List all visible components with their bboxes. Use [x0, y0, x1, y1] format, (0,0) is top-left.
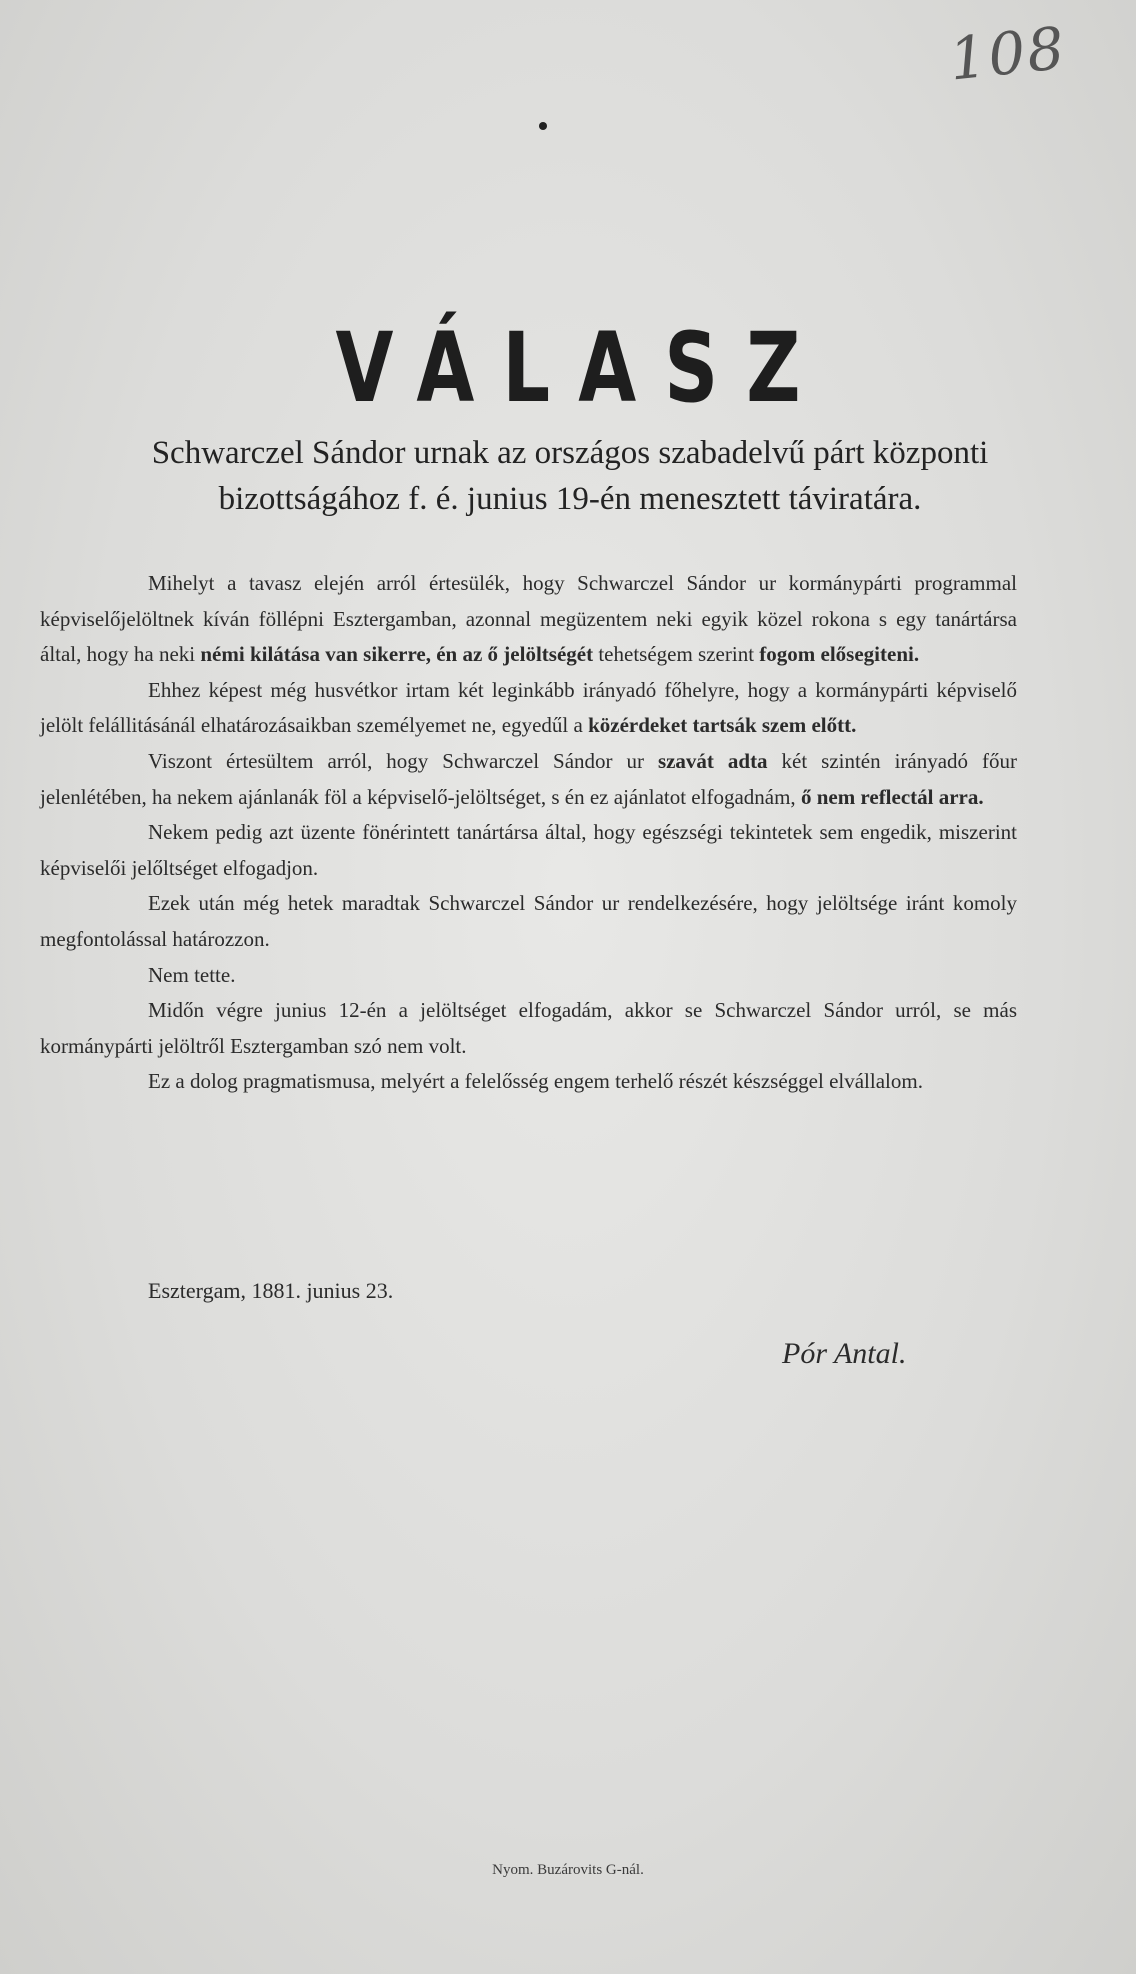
document-subtitle [20, 430, 1120, 522]
paragraph-8: Ez a dolog pragmatismusa, melyért a felelősség engem terhelő részét készséggel elvállalom. [148, 1069, 923, 1094]
printer-imprint: Nyom. Buzárovits G-nál. [492, 1862, 644, 1878]
paragraph-1-text-a: Mihelyt a tavasz elején arról értesülék, hogy Schwarczel Sándor ur kormánypárti programmal képviselőjelöltnek kíván föllépni Esztergamban, azonnal megüzentem neki egyik közel rokona s egy tanártársa által, hogy ha neki [40, 571, 1017, 667]
archive-number: 108 [946, 13, 1070, 94]
document-title: VÁLASZ [335, 312, 829, 424]
paragraph-5: Ezek után még hetek maradtak Schwarczel Sándor ur rendelkezésére, hogy jelöltsége iránt komoly megfontolással határozzon. [40, 891, 1017, 951]
paragraph-2-emphasis: közérdeket tartsák szem előtt. [588, 713, 857, 738]
paragraph-3-text-b: két szintén irányadó főur jelenlétében, ha nekem ajánlanák föl a képviselő-jelöltséget, s én ez ajánlatot elfogadnám, [40, 748, 1018, 809]
subtitle-line-2: bizottságához f. é. junius 19-én menesztett táviratára. [218, 481, 922, 517]
paragraph-4: Nekem pedig azt üzente fönérintett tanártársa által, hogy egészségi tekintetek sem engedik, miszerint képviselői jelőltséget elfogadjon. [40, 820, 1017, 880]
document-body [40, 566, 1017, 1100]
paragraph-1-text-b: tehetségem szerint [593, 642, 760, 667]
paragraph-2 [40, 673, 1017, 744]
place-and-date: Esztergam, 1881. junius 23. [148, 1278, 394, 1303]
paragraph-2-text: Ehhez képest még husvétkor irtam két leginkább irányadó főhelyre, hogy a kormánypárti képviselő jelölt felállitásánál elhatározásaikban személyemet ne, egyedűl a [40, 677, 1017, 738]
paragraph-1-emphasis-a: némi kilátása van sikerre, én az ő jelöltségét [200, 642, 594, 667]
ink-dot [539, 122, 547, 130]
signature: Pór Antal. [782, 1337, 907, 1370]
subtitle-line-1: Schwarczel Sándor urnak az országos szabadelvű párt központi [151, 435, 989, 471]
paragraph-1-emphasis-b: fogom elősegiteni. [759, 642, 920, 667]
paragraph-3-text-a: Viszont értesültem arról, hogy Schwarczel Sándor ur [148, 748, 658, 773]
paragraph-7: Midőn végre junius 12-én a jelöltséget elfogadám, akkor se Schwarczel Sándor urról, se más kormánypárti jelöltről Esztergamban szó nem volt. [40, 998, 1017, 1058]
paragraph-3-emphasis-b: ő nem reflectál arra. [800, 784, 984, 809]
paragraph-1 [40, 566, 1017, 673]
paragraph-6: Nem tette. [148, 962, 236, 987]
paragraph-3 [40, 744, 1017, 815]
paragraph-3-emphasis-a: szavát adta [657, 748, 768, 773]
